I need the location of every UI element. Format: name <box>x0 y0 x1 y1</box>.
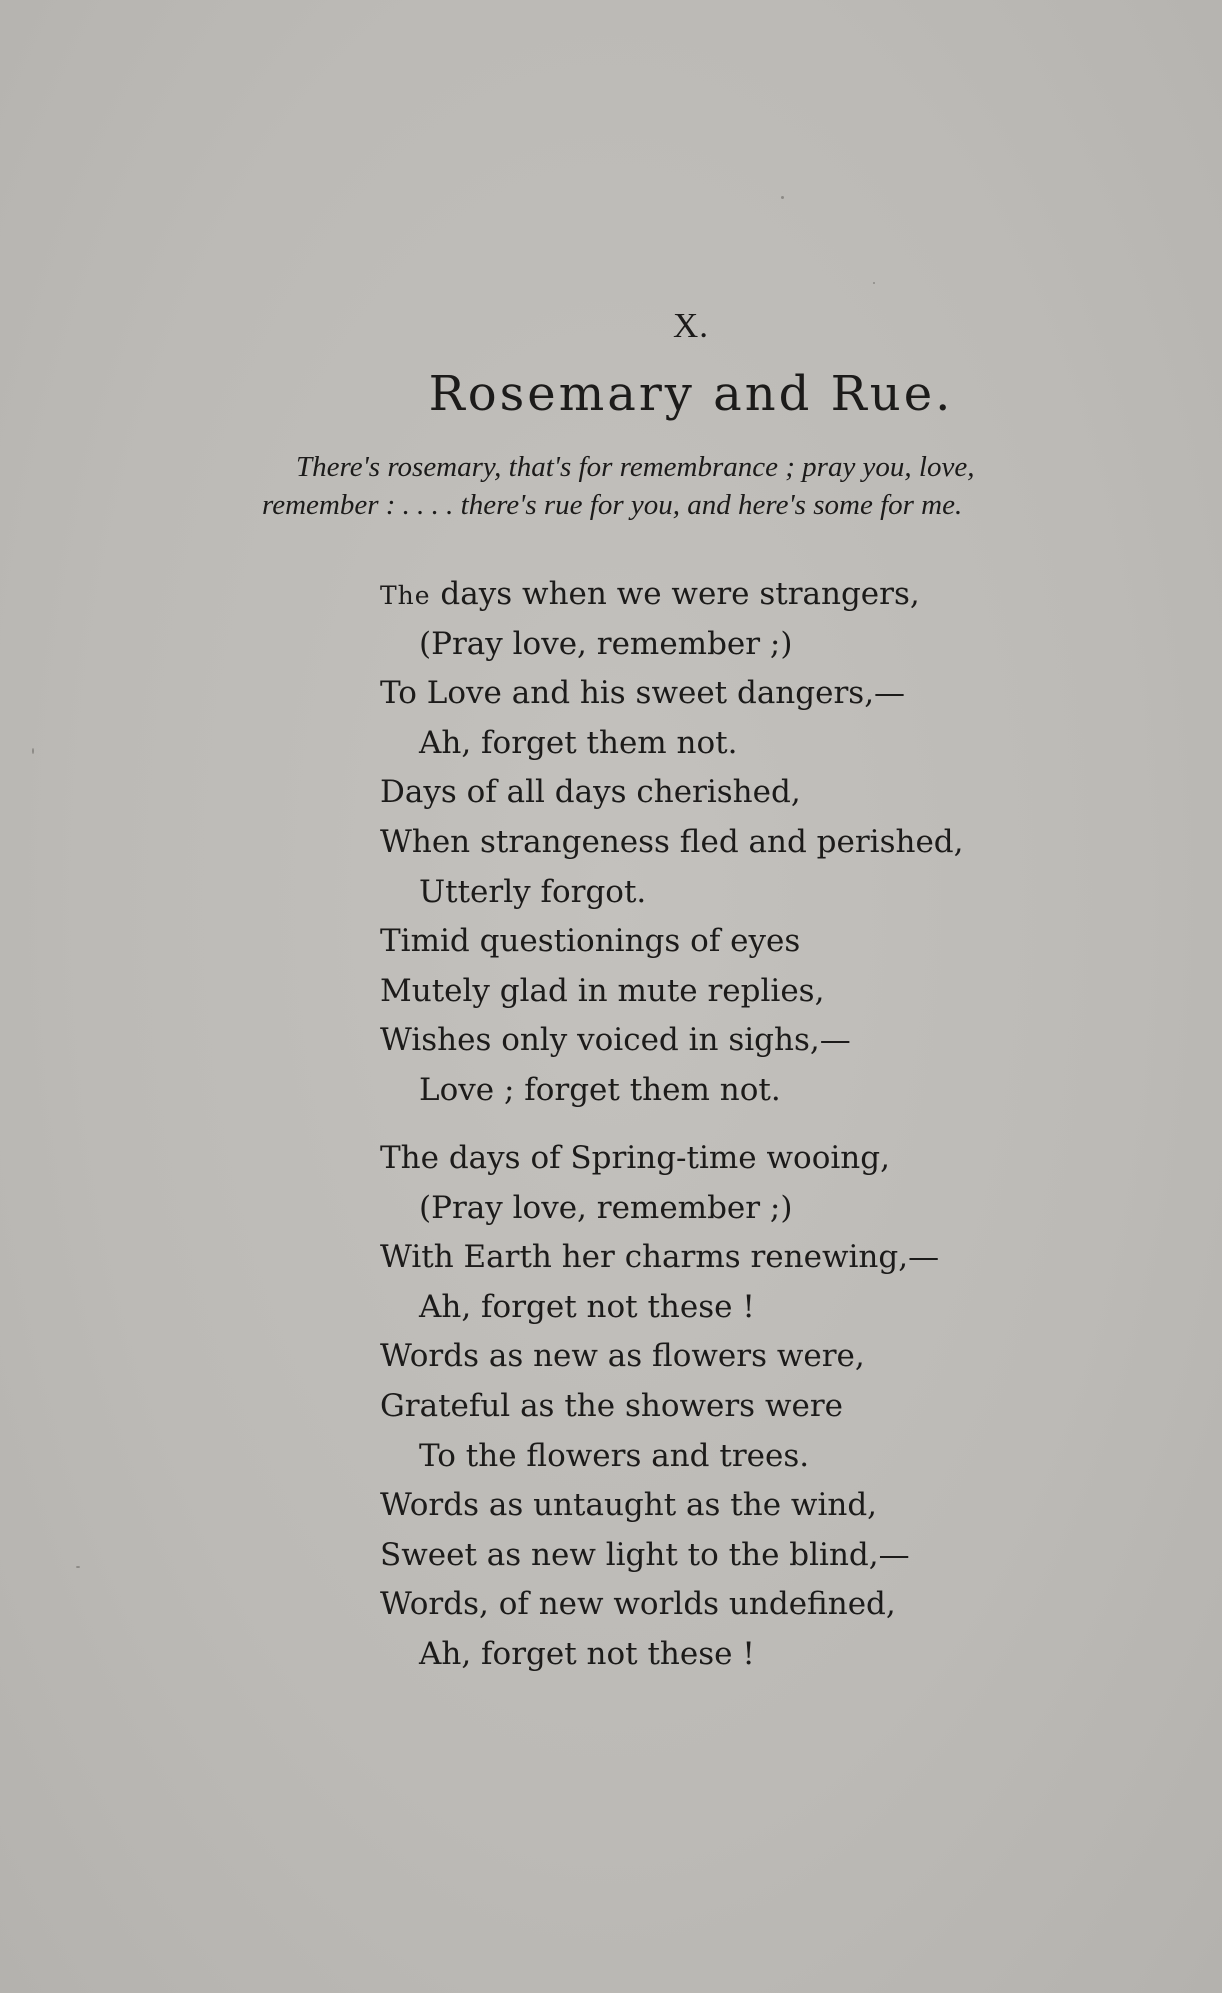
poem-line: The days of Spring-time wooing, <box>380 1140 890 1176</box>
poem-line <box>380 570 1140 620</box>
poem-line: Mutely glad in mute replies, <box>380 972 825 1009</box>
small-caps-first-word: The <box>380 581 431 610</box>
poem-line: Timid questionings of eyes <box>380 923 801 960</box>
poem-line: (Pray love, remember ;) <box>419 625 793 662</box>
poem-line: Utterly forgot. <box>419 873 647 910</box>
paper-speck <box>781 196 784 199</box>
poem-line: Ah, forget not these ! <box>419 1288 755 1325</box>
paper-speck <box>76 1566 80 1568</box>
poem-line: When strangeness fled and perished, <box>380 823 964 860</box>
poem-line: Days of all days cherished, <box>380 774 801 811</box>
poem-line: To the flowers and trees. <box>419 1437 810 1474</box>
poem-line: (Pray love, remember ;) <box>419 1189 793 1226</box>
poem-title: Rosemary and Rue. <box>428 366 954 422</box>
poem-line: Ah, forget them not. <box>419 724 738 761</box>
epigraph-line: There's rosemary, that's for remembrance ; pray you, love, <box>296 451 975 483</box>
epigraph <box>262 448 1118 524</box>
paper-speck <box>32 748 34 754</box>
poem-line: Grateful as the showers were <box>380 1387 843 1424</box>
paper-speck <box>873 282 875 284</box>
poem-line: Words as untaught as the wind, <box>380 1487 878 1524</box>
poem-line: With Earth her charms renewing,— <box>380 1239 940 1276</box>
stanza-1 <box>380 570 1140 1116</box>
poem-line: To Love and his sweet dangers,— <box>380 675 906 712</box>
poem-line: Words as new as flowers were, <box>380 1338 865 1375</box>
poem-line: Wishes only voiced in sighs,— <box>380 1022 851 1059</box>
poem-line: Sweet as new light to the blind,— <box>380 1536 910 1573</box>
stanza-2 <box>380 1134 1140 1680</box>
poem-line-text: days when we were strangers, <box>430 576 920 612</box>
epigraph-line: remember : . . . . there's rue for you, and here's some for me. <box>262 489 963 521</box>
poem-line: Words, of new worlds undefined, <box>380 1586 896 1623</box>
poem-line: Love ; forget them not. <box>419 1071 781 1108</box>
poem-line: Ah, forget not these ! <box>419 1635 755 1672</box>
chapter-number: X. <box>672 306 710 345</box>
